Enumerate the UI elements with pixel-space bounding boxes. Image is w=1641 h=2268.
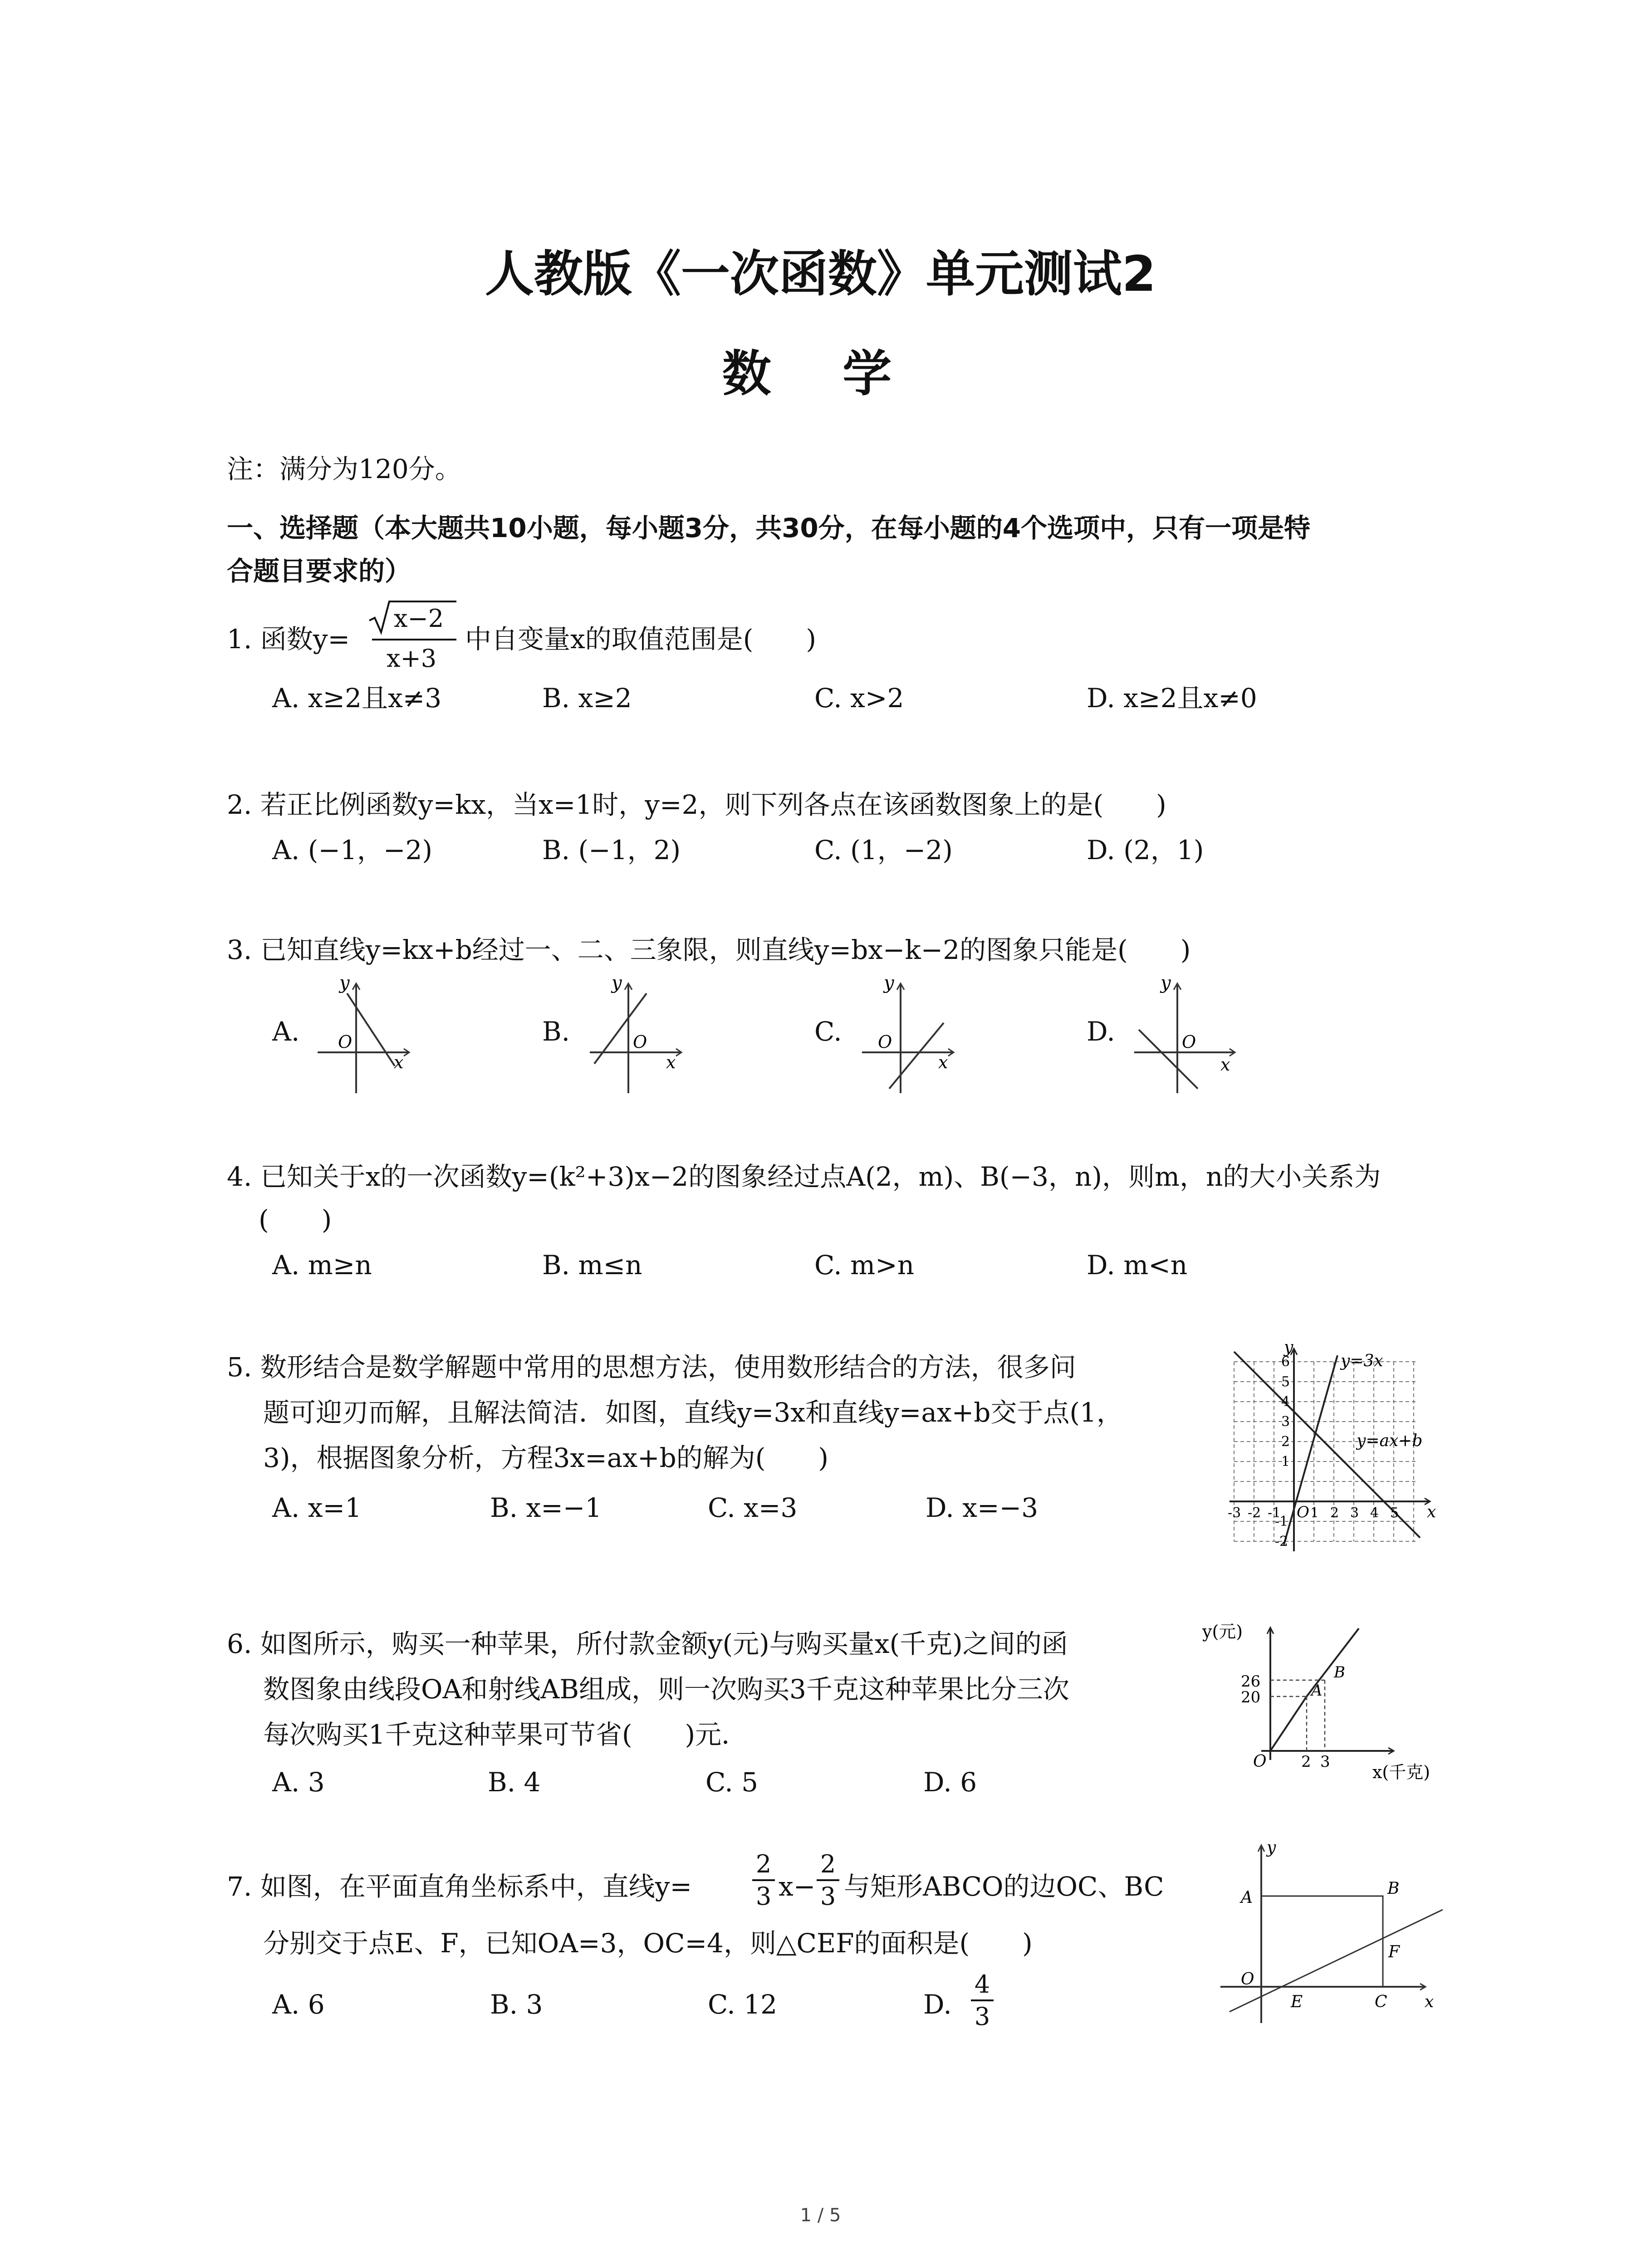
q3d-origin: O (1182, 1032, 1196, 1052)
q6-point-b: B (1334, 1663, 1345, 1681)
q5-line1: 5. 数形结合是数学解题中常用的思想方法，使用数形结合的方法，很多问 (227, 1352, 1076, 1383)
q7-option-c: C. 12 (708, 1989, 777, 2020)
page-number: 1 / 5 (800, 2205, 841, 2226)
q3b-y-label: y (612, 975, 622, 993)
q6-origin: O (1253, 1752, 1267, 1771)
q5-ytick: 4 (1281, 1394, 1290, 1410)
q7-point-b: B (1387, 1879, 1400, 1898)
q7-frac2-num: 2 (820, 1850, 836, 1878)
q5-line3: 3)，根据图象分析，方程3x=ax+b的解为( ) (263, 1442, 829, 1473)
q7-d-den: 3 (974, 2002, 990, 2031)
q6-ytick-26: 26 (1241, 1672, 1261, 1691)
q1-option-b: B. x≥2 (542, 683, 632, 714)
q6-line2: 数图象由线段OA和射线AB组成，则一次购买3千克这种苹果比分三次 (263, 1674, 1069, 1705)
q2-option-d: D. (2，1) (1087, 835, 1204, 865)
section-heading-line1: 一、选择题（本大题共10小题，每小题3分，共30分，在每小题的4个选项中，只有一项是特 (227, 513, 1311, 543)
q3-graph-b (585, 975, 694, 1098)
q7-middle: x− (779, 1871, 816, 1902)
q5-ytick: -2 (1275, 1534, 1288, 1549)
q7-option-d-fraction (971, 1971, 994, 2030)
q2-option-c: C. (1，−2) (814, 835, 953, 865)
q5-ytick: -1 (1275, 1514, 1288, 1530)
q7-point-f: F (1388, 1943, 1400, 1961)
q1-suffix: 中自变量x的取值范围是( ) (465, 624, 816, 655)
q3-option-a: A. (272, 1016, 300, 1047)
q7-option-d: D. (923, 1989, 952, 2020)
q6-x-label: x(千克) (1372, 1762, 1430, 1782)
q7-y-label: y (1267, 1838, 1276, 1857)
score-note: 注：满分为120分。 (227, 454, 461, 484)
q5-xtick: -1 (1268, 1505, 1281, 1521)
q5-label-yaxb: y=ax+b (1357, 1432, 1423, 1450)
fraction-bar (752, 1879, 775, 1881)
q5-option-d: D. x=−3 (926, 1492, 1038, 1523)
q4-line2: ( ) (259, 1204, 332, 1235)
q7-d-num: 4 (974, 1970, 990, 1999)
q3-text: 3. 已知直线y=kx+b经过一、二、三象限，则直线y=bx−k−2的图象只能是( ) (227, 934, 1191, 965)
q7-frac1-den: 3 (755, 1882, 772, 1911)
q7-point-e: E (1291, 1993, 1303, 2011)
q4-option-b: B. m≤n (542, 1250, 642, 1281)
q3c-y-label: y (884, 975, 894, 993)
q5-ytick: 3 (1281, 1414, 1290, 1430)
q3a-origin: O (338, 1032, 353, 1052)
q7-point-o: O (1241, 1970, 1254, 1989)
q2-option-b: B. (−1，2) (542, 835, 681, 865)
q3b-x-label: x (666, 1052, 676, 1072)
q4-line1: 4. 已知关于x的一次函数y=(k²+3)x−2的图象经过点A(2，m)、B(−3，n)，则m，n的大小关系为 (227, 1161, 1381, 1192)
q2-option-a: A. (−1，−2) (272, 835, 433, 865)
q5-option-c: C. x=3 (708, 1492, 798, 1523)
q5-xtick: 5 (1390, 1505, 1399, 1521)
q5-ytick: 1 (1281, 1454, 1290, 1470)
subject-title: 数 学 (722, 346, 919, 402)
q3-option-b: B. (542, 1016, 570, 1047)
q3-option-c: C. (814, 1016, 842, 1047)
fraction-bar (372, 639, 456, 640)
q6-xtick-3: 3 (1320, 1753, 1330, 1771)
q7-option-b: B. 3 (490, 1989, 543, 2020)
q5-xtick: 1 (1310, 1505, 1319, 1521)
q3-graph-c (857, 975, 966, 1098)
q4-option-c: C. m>n (814, 1250, 915, 1281)
q6-line1: 6. 如图所示，购买一种苹果，所付款金额y(元)与购买量x(千克)之间的函 (227, 1628, 1068, 1659)
q5-xtick: 2 (1330, 1505, 1339, 1521)
q2-text: 2. 若正比例函数y=kx，当x=1时，y=2，则下列各点在该函数图象上的是( ) (227, 789, 1166, 820)
q7-frac1-num: 2 (755, 1850, 772, 1878)
q3c-x-label: x (938, 1052, 948, 1072)
q7-fraction-2 (817, 1851, 839, 1910)
q3c-origin: O (878, 1032, 892, 1052)
q7-frac2-den: 3 (820, 1882, 836, 1911)
q7-fraction-1 (752, 1851, 775, 1910)
q7-point-a: A (1241, 1888, 1253, 1907)
q5-option-b: B. x=−1 (490, 1492, 602, 1523)
q7-point-c: C (1375, 1993, 1387, 2011)
q6-option-c: C. 5 (705, 1767, 759, 1798)
q5-x-label: x (1427, 1503, 1436, 1521)
q3a-y-label: y (339, 975, 350, 993)
q6-line3: 每次购买1千克这种苹果可节省( )元． (263, 1719, 748, 1750)
q1-prefix: 1. 函数y= (227, 624, 350, 655)
q5-line2: 题可迎刃而解，且解法简洁．如图，直线y=3x和直线y=ax+b交于点(1， (263, 1397, 1123, 1428)
q5-y-label: y (1284, 1343, 1293, 1357)
q7-x-label: x (1425, 1993, 1434, 2011)
q5-label-y3x: y=3x (1341, 1352, 1383, 1370)
q1-denominator: x+3 (387, 644, 437, 673)
section-heading-line2: 合题目要求的） (227, 556, 411, 587)
q5-xtick: 4 (1370, 1505, 1379, 1521)
q3b-origin: O (633, 1032, 647, 1052)
q7-graph (1216, 1837, 1452, 2028)
q1-option-a: A. x≥2且x≠3 (272, 683, 442, 714)
q5-ytick: 5 (1281, 1374, 1290, 1390)
q7-option-a: A. 6 (272, 1989, 325, 2020)
q3d-x-label: x (1220, 1055, 1230, 1075)
q6-option-d: D. 6 (923, 1767, 977, 1798)
q5-origin: O (1297, 1503, 1309, 1521)
q5-xtick: 3 (1350, 1505, 1359, 1521)
q1-option-c: C. x>2 (814, 683, 904, 714)
q5-ytick: 6 (1281, 1354, 1290, 1370)
q1-numerator: x−2 (394, 604, 444, 633)
q4-option-a: A. m≥n (272, 1250, 372, 1281)
q3-graph-d (1130, 975, 1248, 1098)
q5-ytick: 2 (1281, 1434, 1290, 1450)
q5-graph (1225, 1343, 1438, 1556)
q3a-x-label: x (394, 1052, 404, 1072)
q3d-y-label: y (1161, 975, 1171, 993)
q6-graph (1202, 1615, 1456, 1783)
fraction-bar (817, 1879, 839, 1881)
q3-graph-a (313, 975, 422, 1098)
q5-option-a: A. x=1 (272, 1492, 362, 1523)
q6-y-label: y(元) (1202, 1622, 1243, 1642)
q6-ytick-20: 20 (1241, 1688, 1261, 1706)
q7-line2: 分别交于点E、F，已知OA=3，OC=4，则△CEF的面积是( ) (263, 1928, 1033, 1959)
q6-option-b: B. 4 (488, 1767, 541, 1798)
q7-prefix: 7. 如图，在平面直角坐标系中，直线y= (227, 1871, 692, 1902)
q4-option-d: D. m<n (1087, 1250, 1188, 1281)
q5-xtick: -2 (1248, 1505, 1261, 1521)
q5-xtick: -3 (1228, 1505, 1241, 1521)
q6-option-a: A. 3 (272, 1767, 325, 1798)
q6-xtick-2: 2 (1301, 1753, 1311, 1771)
page-title: 人教版《一次函数》单元测试2 (485, 246, 1156, 303)
fraction-bar (971, 1999, 994, 2001)
q3-option-d: D. (1087, 1016, 1115, 1047)
q7-suffix: 与矩形ABCO的边OC、BC (844, 1871, 1164, 1902)
q1-option-d: D. x≥2且x≠0 (1087, 683, 1257, 714)
q6-point-a: A (1311, 1681, 1323, 1700)
